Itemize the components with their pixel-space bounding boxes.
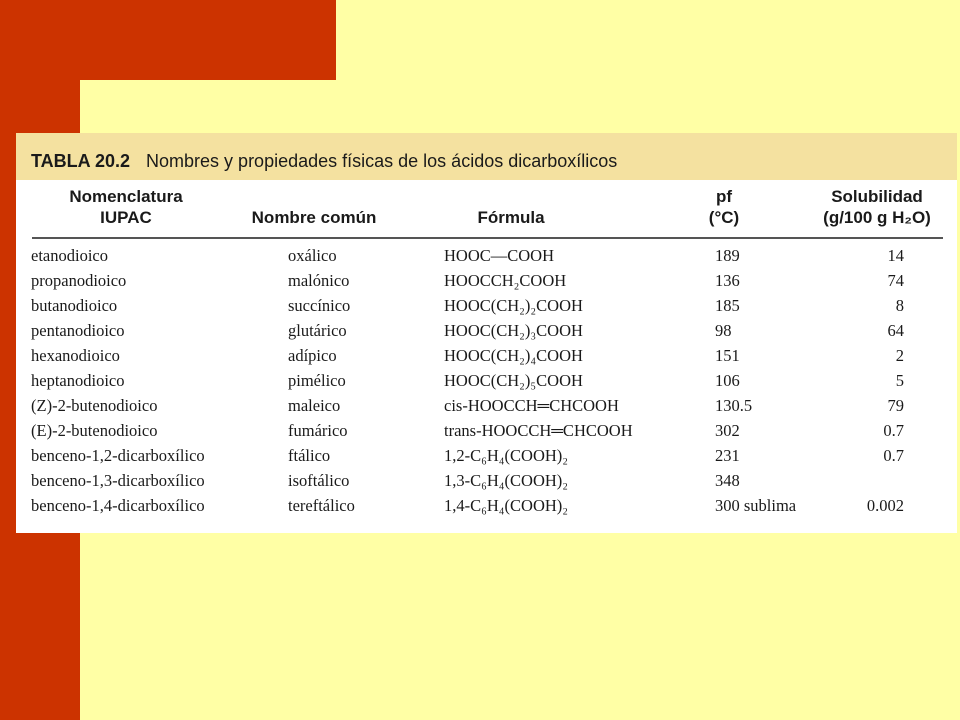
accent-corner: [80, 80, 140, 140]
cell-common-name: adípico: [288, 346, 337, 365]
table-row: [16, 494, 957, 519]
header-common-name: Nombre común: [251, 208, 377, 227]
cell-solubility: 64: [887, 321, 904, 340]
cell-solubility: 0.002: [866, 496, 904, 515]
cell-formula: cis-HOOCCH═CHCOOH: [444, 396, 619, 415]
table-row: [16, 469, 957, 494]
cell-common-name: glutárico: [288, 321, 347, 340]
table-row: [16, 294, 957, 319]
cell-formula: HOOC(CH₂)₃COOH: [444, 321, 583, 340]
header-iupac: Nomenclatura IUPAC: [69, 187, 183, 227]
cell-solubility: 74: [887, 271, 904, 290]
cell-formula: trans-HOOCCH═CHCOOH: [444, 421, 633, 440]
table-row: [16, 269, 957, 294]
cell-melting-point: 98: [715, 321, 732, 340]
cell-formula: HOOC(CH₂)₂COOH: [444, 296, 583, 315]
header-rule: [32, 237, 943, 239]
cell-iupac-name: (E)-2-butenodioico: [31, 421, 158, 440]
table-id: TABLA 20.2: [31, 151, 131, 171]
cell-common-name: succínico: [288, 296, 351, 315]
cell-melting-point: 189: [715, 246, 740, 265]
cell-formula: HOOC—COOH: [444, 246, 555, 265]
cell-melting-point: 348: [715, 471, 740, 490]
cell-melting-point: 106: [715, 371, 740, 390]
cell-formula: HOOC(CH₂)₄COOH: [444, 346, 583, 365]
table-row: [16, 319, 957, 344]
table-row: [16, 244, 957, 269]
table-row: [16, 369, 957, 394]
cell-melting-point: 130.5: [715, 396, 753, 415]
cell-melting-point: 185: [715, 296, 740, 315]
cell-iupac-name: (Z)-2-butenodioico: [31, 396, 158, 415]
cell-iupac-name: benceno-1,4-dicarboxílico: [31, 496, 205, 515]
dicarboxylic-acids-table: [16, 133, 957, 533]
table-body: [16, 244, 957, 519]
cell-common-name: ftálico: [288, 446, 331, 465]
cell-formula: HOOC(CH₂)₅COOH: [444, 371, 583, 390]
table-title-band: [16, 133, 957, 180]
cell-melting-point: 300 sublima: [715, 496, 797, 515]
cell-common-name: isoftálico: [288, 471, 350, 490]
cell-formula: 1,3-C₆H₄(COOH)₂: [444, 471, 569, 490]
cell-solubility: 8: [895, 296, 904, 315]
cell-formula: 1,2-C₆H₄(COOH)₂: [444, 446, 569, 465]
cell-iupac-name: benceno-1,3-dicarboxílico: [31, 471, 205, 490]
cell-iupac-name: heptanodioico: [31, 371, 125, 390]
table-row: [16, 394, 957, 419]
cell-iupac-name: hexanodioico: [31, 346, 120, 365]
cell-melting-point: 136: [715, 271, 740, 290]
table-row: [16, 344, 957, 369]
cell-melting-point: 231: [715, 446, 740, 465]
cell-solubility: 5: [895, 371, 904, 390]
table-header: [16, 185, 957, 237]
cell-formula: HOOCCH₂COOH: [444, 271, 567, 290]
cell-melting-point: 302: [715, 421, 740, 440]
header-solubility: Solubilidad (g/100 g H₂O): [823, 187, 931, 227]
cell-melting-point: 151: [715, 346, 740, 365]
cell-common-name: tereftálico: [288, 496, 355, 515]
cell-common-name: malónico: [288, 271, 350, 290]
table-row: [16, 419, 957, 444]
cell-solubility: 79: [887, 396, 904, 415]
cell-common-name: pimélico: [288, 371, 346, 390]
cell-iupac-name: etanodioico: [31, 246, 108, 265]
cell-formula: 1,4-C₆H₄(COOH)₂: [444, 496, 569, 515]
header-melting-point: pf (°C): [708, 187, 740, 227]
cell-solubility: 0.7: [883, 446, 904, 465]
cell-iupac-name: butanodioico: [31, 296, 118, 315]
cell-iupac-name: propanodioico: [31, 271, 127, 290]
table-title: Nombres y propiedades físicas de los ácidos dicarboxílicos: [146, 151, 618, 171]
cell-solubility: 14: [887, 246, 904, 265]
cell-iupac-name: pentanodioico: [31, 321, 125, 340]
cell-common-name: maleico: [288, 396, 341, 415]
cell-iupac-name: benceno-1,2-dicarboxílico: [31, 446, 205, 465]
cell-solubility: 0.7: [883, 421, 904, 440]
cell-common-name: oxálico: [288, 246, 337, 265]
header-formula: Fórmula: [477, 208, 545, 227]
cell-solubility: 2: [895, 346, 904, 365]
table-row: [16, 444, 957, 469]
cell-common-name: fumárico: [288, 421, 348, 440]
top-accent-bar: [0, 0, 336, 80]
